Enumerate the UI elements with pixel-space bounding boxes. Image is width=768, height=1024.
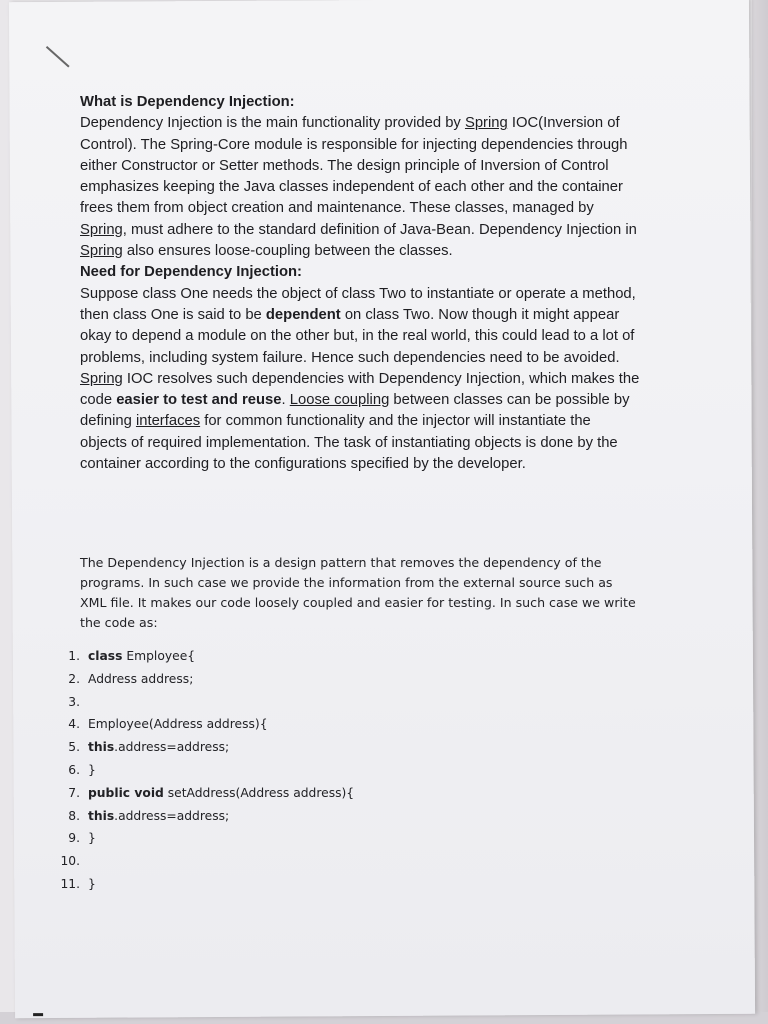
line-number: 3.	[68, 694, 80, 709]
background-surface	[752, 0, 768, 1024]
code-text: .address=address;	[114, 740, 230, 755]
bold-dependent: dependent	[265, 306, 341, 323]
text-run: Suppose class One needs the object of class Two to instantiate or operate a method, then class One is said to be	[80, 285, 636, 323]
paragraph-definition	[80, 113, 640, 262]
code-keyword: this	[88, 808, 115, 823]
bold-easier-to-test: easier to test and reuse	[116, 392, 282, 409]
line-number: 10.	[60, 854, 80, 869]
code-text: Address address;	[88, 671, 194, 686]
heading-what-is-di: What is Dependency Injection:	[80, 94, 295, 110]
text-run: .	[281, 392, 290, 409]
paragraph-ioc	[80, 369, 640, 475]
code-line	[52, 736, 452, 759]
code-line	[52, 873, 452, 896]
text-run: also ensures loose-coupling between the classes.	[122, 243, 453, 260]
code-line	[52, 691, 452, 714]
paragraph-design-pattern: The Dependency Injection is a design pattern that removes the dependency of the programs. In such case we provide the information from the external source such as XML file. It makes our code loosely coupled and easier for testing. In such case we write the code as:	[80, 555, 636, 630]
link-spring: Spring	[80, 370, 123, 387]
text-run: Dependency Injection is the main functionality provided by	[80, 115, 465, 132]
code-text: Employee{	[122, 649, 196, 663]
line-number: 4.	[68, 717, 80, 732]
code-text: setAddress(Address address){	[163, 785, 355, 800]
design-pattern-paragraph	[80, 553, 636, 633]
line-number: 11.	[60, 876, 80, 891]
code-line	[52, 805, 452, 828]
code-text: }	[88, 876, 96, 891]
text-run: , must adhere to the standard definition of Java-Bean. Dependency Injection in	[122, 221, 637, 238]
code-text: }	[88, 831, 96, 846]
line-number: 2.	[68, 671, 80, 686]
link-spring: Spring	[464, 115, 508, 132]
link-loose-coupling: Loose coupling	[289, 392, 390, 409]
dependency-injection-explanation	[80, 92, 640, 475]
text-run: on class Two. Now though it might appear okay to depend a module on the other but, in the real world, this could lead to a lot of problems, including system failure. Hence such dependencies need to be avoided.	[80, 306, 635, 366]
code-line	[52, 850, 452, 873]
pen-mark	[46, 46, 70, 67]
code-keyword: this	[88, 740, 115, 755]
paragraph-need	[80, 284, 640, 369]
text-run: for common functionality and the injector will instantiate the objects of required implementation. The task of instantiating objects is done by the container according to the configurations specified by the developer.	[80, 413, 618, 473]
link-spring: Spring	[80, 243, 123, 260]
text-run: IOC resolves such dependencies with Dependency Injection, which makes the code	[80, 370, 640, 409]
code-line	[52, 759, 452, 782]
line-number: 5.	[68, 740, 80, 755]
code-line	[52, 713, 452, 736]
text-run: IOC(Inversion of Control). The Spring-Core module is responsible for injecting dependencies through either Constructor or Setter methods. The design principle of Inversion of Control emphasizes keeping the Java classes independent of each other and the container frees them from object creation and maintenance. These classes, managed by	[80, 115, 628, 217]
code-text: }	[88, 762, 96, 777]
code-keyword: class	[88, 649, 123, 663]
line-number: 8.	[68, 808, 80, 823]
link-spring: Spring	[80, 221, 123, 238]
code-line	[52, 782, 452, 805]
line-number: 6.	[68, 762, 80, 777]
text-run: between classes can be possible by defining	[80, 392, 630, 430]
code-keyword: public void	[88, 785, 164, 800]
code-listing	[52, 645, 452, 896]
code-line	[52, 668, 452, 691]
code-line	[52, 645, 452, 668]
corner-mark	[33, 1013, 43, 1016]
code-text: Employee(Address address){	[88, 717, 268, 732]
code-line	[52, 827, 452, 850]
heading-need-for-di: Need for Dependency Injection:	[80, 264, 302, 281]
line-number: 9.	[68, 831, 80, 846]
line-number: 1.	[68, 649, 80, 663]
line-number: 7.	[68, 785, 80, 800]
link-interfaces: interfaces	[135, 413, 201, 430]
code-text: .address=address;	[114, 808, 230, 823]
